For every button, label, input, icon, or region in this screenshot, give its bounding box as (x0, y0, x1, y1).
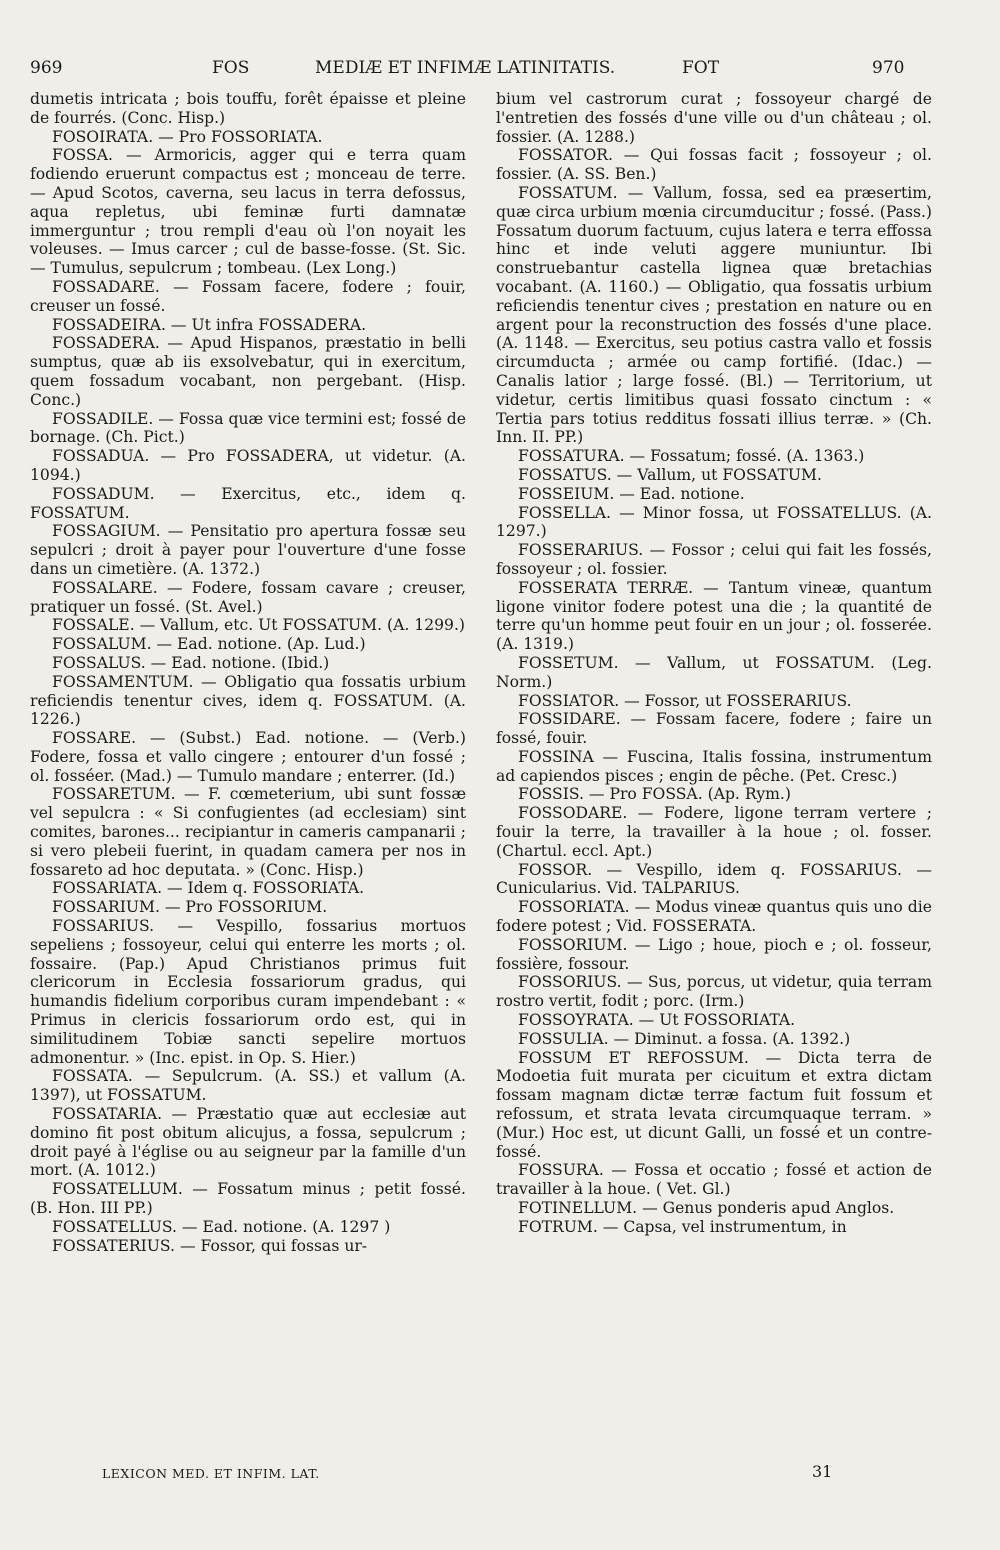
dictionary-entry: bium vel castrorum curat ; fossoyeur chargé de l'entretien des fossés d'une ville ou d'un château ; ol. fossier. (A. 1288.) (496, 90, 932, 146)
dictionary-entry: FOSSIATOR. — Fossor, ut FOSSERARIUS. (518, 691, 852, 710)
dictionary-entry: FOSSATA. — Sepulcrum. (A. SS.) et vallum (A. 1397), ut FOSSATUM. (30, 1067, 466, 1105)
dictionary-entry: FOTINELLUM. — Genus ponderis apud Anglos. (518, 1199, 895, 1218)
dictionary-entry: FOSSARETUM. — F. cœmeterium, ubi sunt fossæ vel sepulcra : « Si confugientes (ad ecclesiam) sint comites, barones... recipiantur in cameris campanarii ; si vero plebeii fuerint, in quadam camera per nos in fossareto ad hoc deputata. » (Conc. Hisp.) (30, 785, 466, 879)
dictionary-entry: FOSSELLA. — Minor fossa, ut FOSSATELLUS. (A. 1297.) (496, 503, 932, 541)
dictionary-entry: FOSSA. — Armoricis, agger qui e terra quam fodiendo eruerunt compactus est ; monceau de terre. — Apud Scotos, caverna, seu lacus in terra defossus, aqua repletus, ubi feminæ furti damnatæ immerguntur ; trou rempli d'eau où l'on noyait les voleuses. — Imus carcer ; cul de basse-fosse. (St. Sic. — Tumulus, sepulcrum ; tombeau. (Lex Long.) (30, 146, 466, 278)
dictionary-entry: FOSSAGIUM. — Pensitatio pro apertura fossæ seu sepulcri ; droit à payer pour l'ouverture d'une fosse dans un cimetière. (A. 1372.) (30, 522, 466, 578)
dictionary-entry: FOSSARIUS. — Vespillo, fossarius mortuos sepeliens ; fossoyeur, celui qui enterre les morts ; ol. fossaire. (Pap.) Apud Christianos primus fuit clericorum in Ecclesia fossariorum gradus, qui humandis fidelium corporibus curam impendebant : « Primus in clericis fossariorum ordo est, qui in similitudinem Tobiæ sancti sepelire mortuos admonentur. » (Inc. epist. in Op. S. Hier.) (30, 917, 466, 1067)
dictionary-entry: FOSSALE. — Vallum, etc. Ut FOSSATUM. (A. 1299.) (52, 616, 466, 635)
dictionary-entry: FOSSIS. — Pro FOSSA. (Ap. Rym.) (518, 785, 791, 804)
dictionary-entry: FOSSADUA. — Pro FOSSADERA, ut videtur. (A. 1094.) (30, 447, 466, 484)
dictionary-entry: FOSSORIUS. — Sus, porcus, ut videtur, quia terram rostro vertit, fodit ; porc. (Irm.) (496, 973, 932, 1011)
dictionary-entry: FOSSARIUM. — Pro FOSSORIUM. (52, 898, 328, 917)
dictionary-entry: FOSSATURA. — Fossatum; fossé. (A. 1363.) (518, 447, 865, 466)
dictionary-entry: FOSSADERA. — Apud Hispanos, præstatio in belli sumptus, quæ ab iis exsolvebatur, qui in exercitum, quem fossadum vocabant, non pergebant. (Hisp. Conc.) (30, 334, 466, 409)
dictionary-entry: FOSSERARIUS. — Fossor ; celui qui fait les fossés, fossoyeur ; ol. fossier. (496, 541, 932, 578)
dictionary-entry: FOSSATUM. — Vallum, fossa, sed ea præsertim, quæ circa urbium mœnia circumducitur ; fossé. (Pass.) Fossatum duorum factuum, cujus latera e terra effossa hinc et inde veluti aggere muniuntur. Ibi construebantur castella lignea quæ bretachias vocabant. (A. 1160.) — Obligatio, qua fossatis urbium reficiendis tenentur cives ; prestation en nature ou en argent pour la reconstruction des fossés d'une place. (A. 1148. — Exercitus, seu potius castra vallo et fossis circumducta ; armée ou camp fortifié. (Idac.) — Canalis latior ; large fossé. (Bl.) — Territorium, ut videtur, certis limitibus quasi fossato cinctum : « Tertia pars totius redditus fossati illius terræ. » (Ch. Inn. II. PP.) (496, 183, 932, 447)
dictionary-entry: FOSSATARIA. — Præstatio quæ aut ecclesiæ aut domino fit post obitum alicujus, a fossa, sepulcrum ; droit payé à l'église ou au seigneur par la famille d'un mort. (A. 1012.) (30, 1105, 466, 1180)
dictionary-entry: FOSSATUS. — Vallum, ut FOSSATUM. (518, 465, 822, 484)
dictionary-entry: FOSSARIATA. — Idem q. FOSSORIATA. (52, 879, 365, 898)
dictionary-entry: FOSSEIUM. — Ead. notione. (518, 484, 745, 503)
dictionary-entry: FOSSALUM. — Ead. notione. (Ap. Lud.) (52, 635, 366, 654)
dictionary-entry: FOSSATERIUS. — Fossor, qui fossas ur- (52, 1236, 368, 1255)
dictionary-entry: FOSSULIA. — Diminut. a fossa. (A. 1392.) (518, 1029, 851, 1048)
dictionary-entry: FOTRUM. — Capsa, vel instrumentum, in (518, 1217, 847, 1236)
page-number-right: 970 (872, 58, 905, 78)
dictionary-entry: FOSSAMENTUM. — Obligatio qua fossatis urbium reficiendis tenentur cives, idem q. FOSSATUM. (A. 1226.) (30, 672, 466, 729)
dictionary-entry: FOSOIRATA. — Pro FOSSORIATA. (52, 127, 323, 146)
dictionary-entry: FOSSATELLUM. — Fossatum minus ; petit fossé. (B. Hon. III PP.) (30, 1180, 466, 1218)
dictionary-entry: FOSSADEIRA. — Ut infra FOSSADERA. (52, 315, 367, 334)
dictionary-entry: FOSSALARE. — Fodere, fossam cavare ; creuser, pratiquer un fossé. (St. Avel.) (30, 578, 466, 616)
guide-word-left: FOS (212, 58, 250, 78)
dictionary-entry: FOSSORIUM. — Ligo ; houe, pioch e ; ol. fosseur, fossière, fossour. (496, 935, 932, 973)
right-column (496, 90, 932, 1237)
dictionary-entry: FOSSUM ET REFOSSUM. — Dicta terra de Modoetia fuit murata per cicuitum et extra dictam fossam magnam dictæ terræ factum fuit fossum et refossum, et strata levata circumquaque terram. » (Mur.) Hoc est, ut dicunt Galli, un fossé et un contre-fossé. (496, 1048, 932, 1161)
dictionary-entry: FOSSIDARE. — Fossam facere, fodere ; faire un fossé, fouir. (496, 710, 932, 748)
guide-word-right: FOT (682, 58, 720, 78)
dictionary-entry: FOSSODARE. — Fodere, ligone terram vertere ; fouir la terre, la travailler à la houe ; ol. fosser. (Chartul. eccl. Apt.) (496, 804, 932, 860)
dictionary-entry: FOSSOYRATA. — Ut FOSSORIATA. (518, 1011, 796, 1030)
dictionary-entry: FOSSADARE. — Fossam facere, fodere ; fouir, creuser un fossé. (30, 277, 466, 315)
dictionary-entry: FOSSURA. — Fossa et occatio ; fossé et action de travailler à la houe. ( Vet. Gl.) (496, 1161, 932, 1199)
dictionary-entry: FOSSATELLUS. — Ead. notione. (A. 1297 ) (52, 1217, 391, 1236)
dictionary-entry: FOSSARE. — (Subst.) Ead. notione. — (Verb.) Fodere, fossa et vallo cingere ; entourer d'un fossé ; ol. fosséer. (Mad.) — Tumulo mandare ; enterrer. (Id.) (30, 729, 466, 785)
dictionary-entry: FOSSINA — Fuscina, Italis fossina, instrumentum ad capiendos pisces ; engin de pêche. (Pet. Cresc.) (496, 747, 932, 785)
dictionary-entry: FOSSATOR. — Qui fossas facit ; fossoyeur ; ol. fossier. (A. SS. Ben.) (496, 146, 932, 184)
dictionary-entry: FOSSETUM. — Vallum, ut FOSSATUM. (Leg. Norm.) (496, 653, 932, 691)
dictionary-entry: FOSSORIATA. — Modus vineæ quantus quis uno die fodere potest ; Vid. FOSSERATA. (496, 898, 932, 936)
dictionary-entry: FOSSADILE. — Fossa quæ vice termini est; fossé de bornage. (Ch. Pict.) (30, 409, 466, 447)
footer-sheet-number: 31 (812, 1462, 833, 1481)
dictionary-entry: FOSSALUS. — Ead. notione. (Ibid.) (52, 653, 330, 672)
dictionary-entry: FOSSERATA TERRÆ. — Tantum vineæ, quantum ligone vinitor fodere potest una die ; la quantité de terre qu'un homme peut fouir en un jour ; ol. fosserée. (A. 1319.) (496, 578, 932, 654)
header-title: MEDIÆ ET INFIMÆ LATINITATIS. (315, 58, 616, 78)
dictionary-entry: dumetis intricata ; bois touffu, forêt épaisse et pleine de fourrés. (Conc. Hisp.) (30, 90, 466, 127)
page-number-left: 969 (30, 58, 63, 78)
footer-signature: LEXICON MED. ET INFIM. LAT. (102, 1466, 320, 1481)
left-column (30, 90, 466, 1255)
dictionary-entry: FOSSADUM. — Exercitus, etc., idem q. FOSSATUM. (30, 484, 466, 522)
dictionary-entry: FOSSOR. — Vespillo, idem q. FOSSARIUS. — Cunicularius. Vid. TALPARIUS. (496, 860, 932, 898)
running-header (30, 58, 950, 88)
